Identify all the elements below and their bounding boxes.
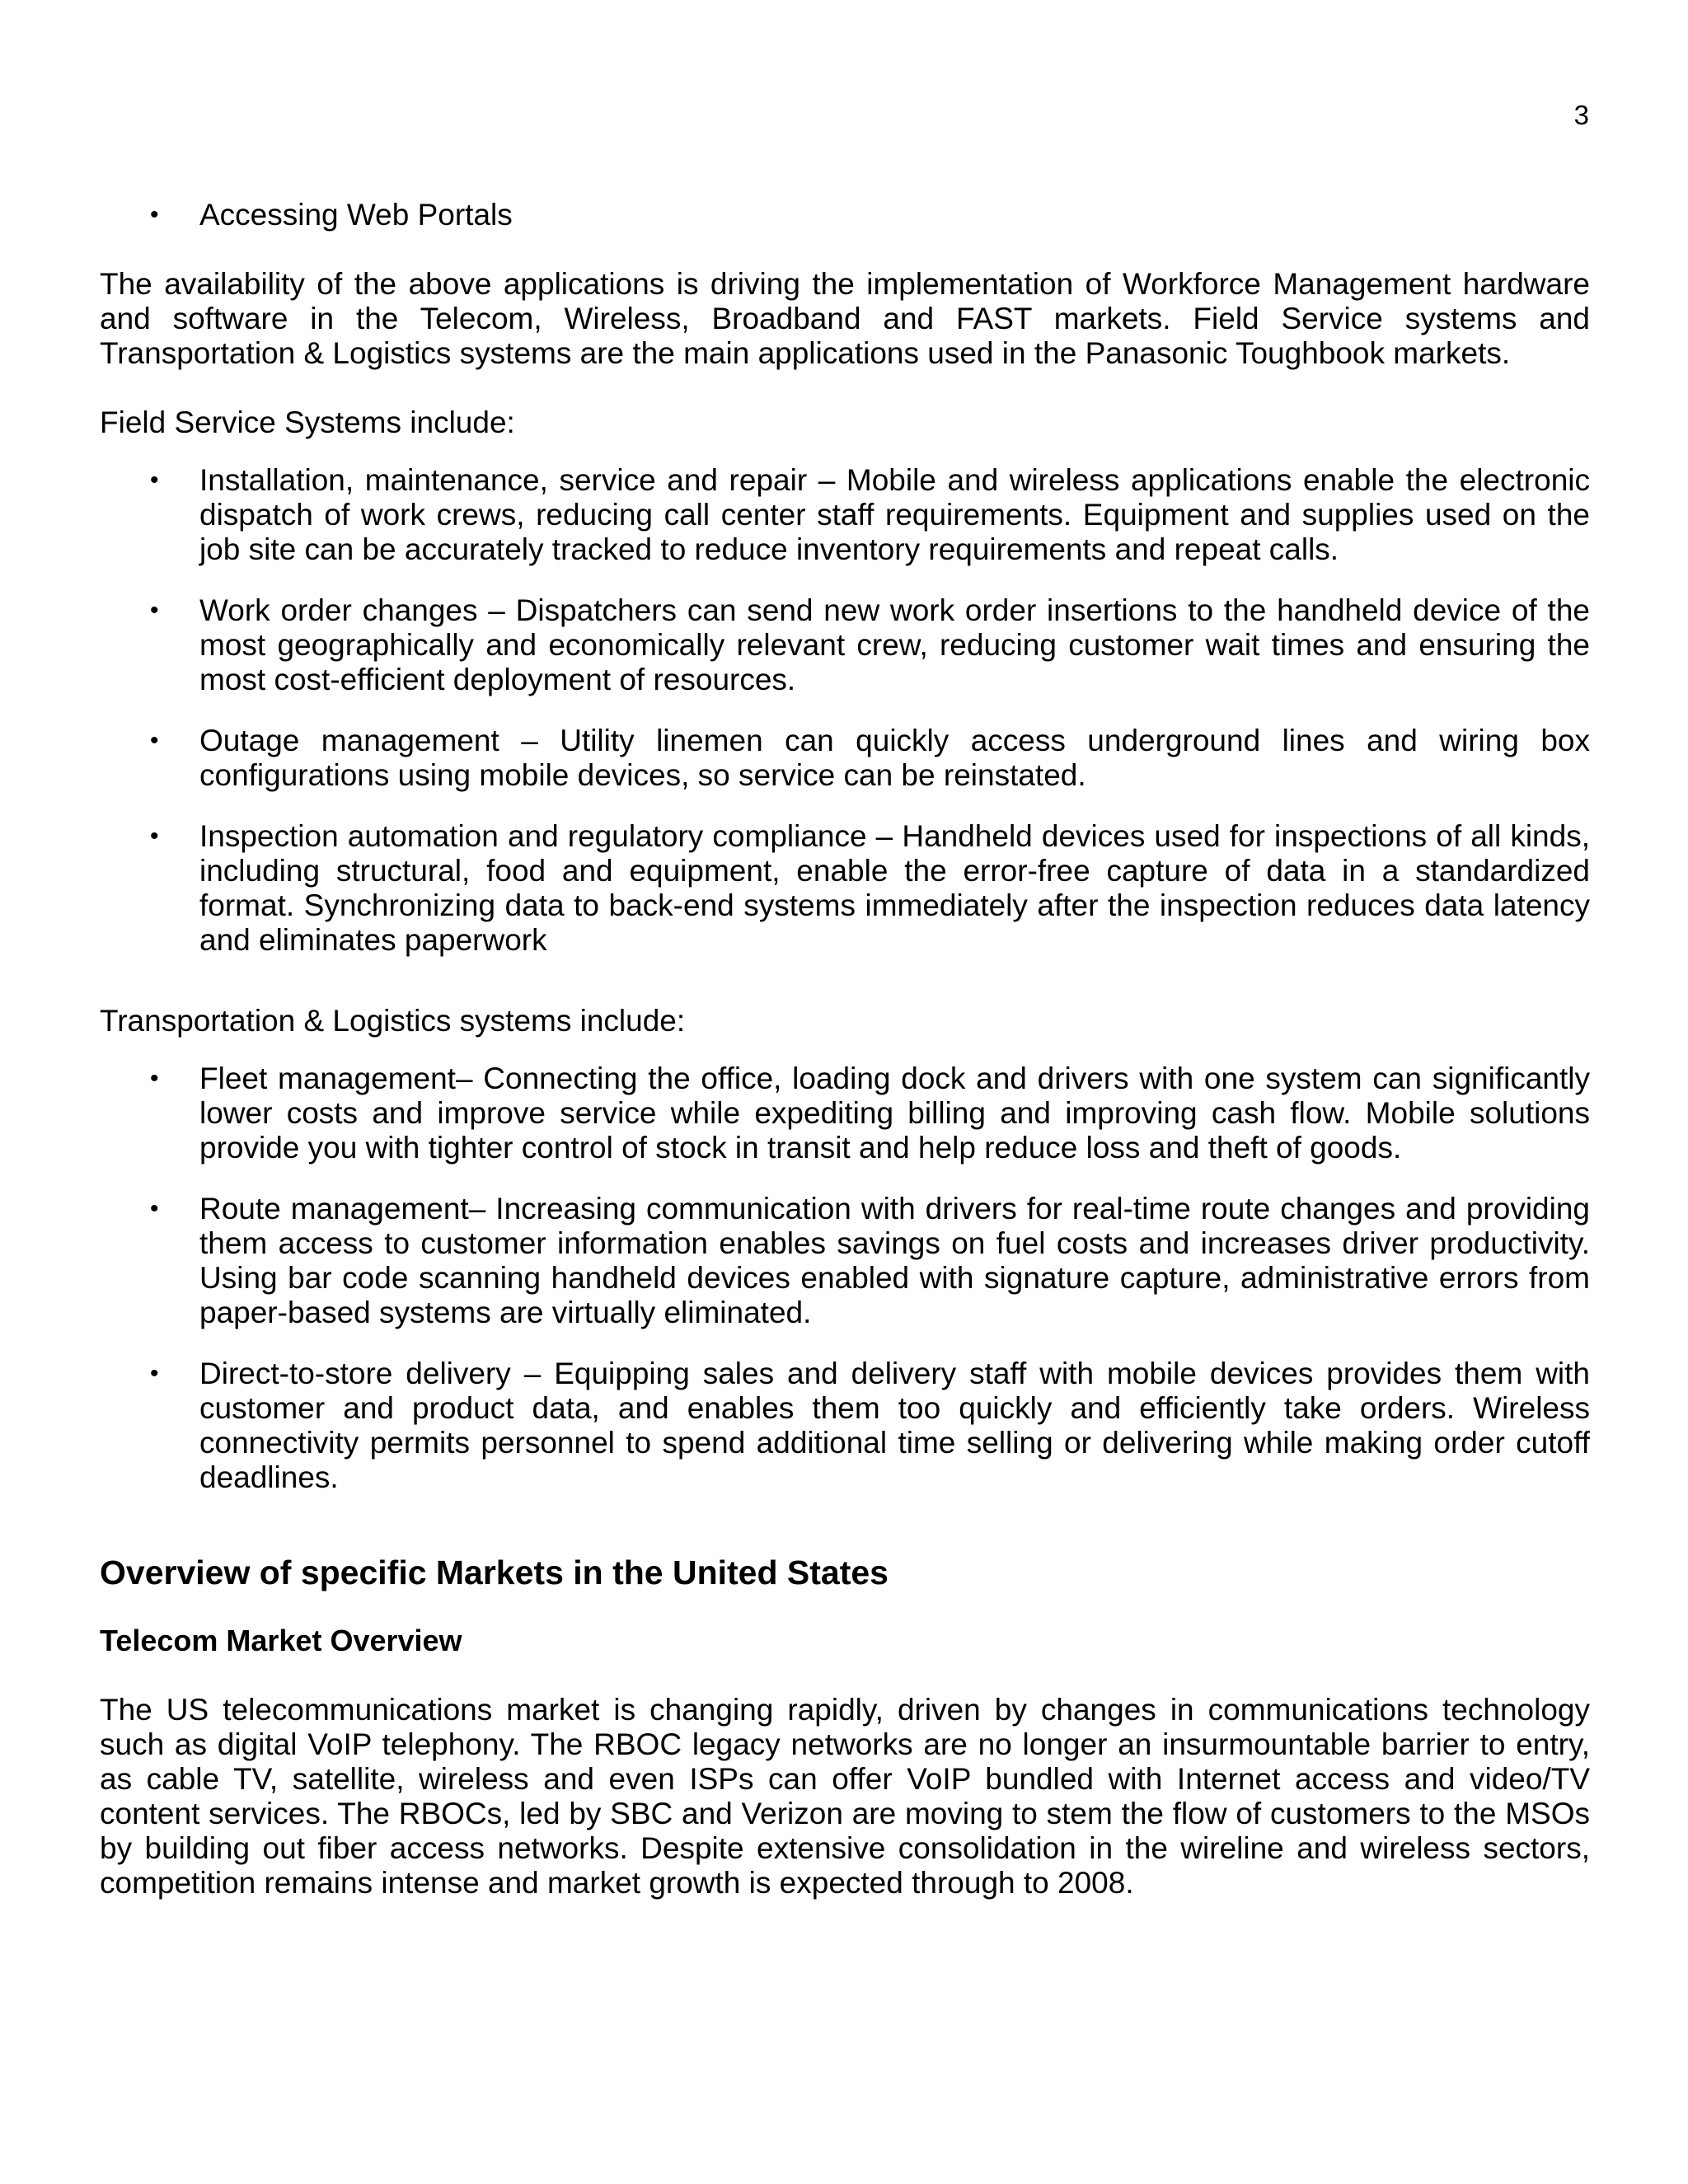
list-item: [100, 724, 1590, 793]
transport-list: [100, 1062, 1590, 1495]
list-item-text: Inspection automation and regulatory compliance – Handheld devices used for inspections of all kinds, including structural, food and equipment, enable the error-free capture of data in a standardized format. Synchronizing data to back-end systems immediately after the inspection reduces data latency and eliminates paperwork: [199, 819, 1590, 957]
list-item: [100, 1192, 1590, 1330]
list-item: [100, 1357, 1590, 1495]
list-item-text: Route management– Increasing communication with drivers for real-time route changes and providing them access to customer information enables savings on fuel costs and increases driver productivity. Using bar code scanning handheld devices enabled with signature capture, administrative errors from paper-based systems are virtually eliminated.: [199, 1192, 1590, 1329]
list-item: [100, 593, 1590, 697]
intro-paragraph: The availability of the above applications is driving the implementation of Workforce Management hardware and software in the Telecom, Wireless, Broadband and FAST markets. Field Service systems and Transportation & Logistics systems are the main applications used in the Panasonic Toughbook markets.: [100, 267, 1590, 370]
transport-heading: Transportation & Logistics systems include:: [100, 1004, 686, 1038]
section-heading: Overview of specific Markets in the United States: [100, 1554, 889, 1591]
list-item-text: Installation, maintenance, service and repair – Mobile and wireless applications enable the electronic dispatch of work crews, reducing call center staff requirements. Equipment and supplies used on the job site can be accurately tracked to reduce inventory requirements and repeat calls.: [199, 463, 1590, 566]
list-item-text: Accessing Web Portals: [199, 198, 513, 232]
list-item-text: Fleet management– Connecting the office, loading dock and drivers with one system can significantly lower costs and improve service while expediting billing and improving cash flow. Mobile solutions provide you with tighter control of stock in transit and help reduce loss and theft of goods.: [199, 1062, 1590, 1165]
list-item-text: Work order changes – Dispatchers can send new work order insertions to the handheld device of the most geographically and economically relevant crew, reducing customer wait times and ensuring the most cost-efficient deployment of resources.: [199, 593, 1590, 696]
top-bullet-list: [100, 198, 1590, 232]
telecom-overview-paragraph: The US telecommunications market is changing rapidly, driven by changes in communications technology such as digital VoIP telephony. The RBOC legacy networks are no longer an insurmountable barrier to entry, as cable TV, satellite, wireless and even ISPs can offer VoIP bundled with Internet access and video/TV content services. The RBOCs, led by SBC and Verizon are moving to stem the flow of customers to the MSOs by building out fiber access networks. Despite extensive consolidation in the wireline and wireless sectors, competition remains intense and market growth is expected through to 2008.: [100, 1693, 1590, 1900]
list-item: [100, 819, 1590, 958]
list-item-accessing-web-portals: [100, 198, 1590, 232]
bullet-icon: •: [150, 823, 159, 850]
bullet-icon: •: [150, 597, 159, 624]
list-item: [100, 1062, 1590, 1165]
bullet-icon: •: [150, 1065, 159, 1092]
subsection-heading: Telecom Market Overview: [100, 1624, 462, 1657]
bullet-icon: •: [150, 466, 159, 494]
bullet-icon: •: [150, 201, 159, 228]
field-service-list: [100, 463, 1590, 958]
bullet-icon: •: [150, 1360, 159, 1387]
list-item-text: Direct-to-store delivery – Equipping sales and delivery staff with mobile devices provides them with customer and product data, and enables them too quickly and efficiently take orders. Wireless connectivity permits personnel to spend additional time selling or delivering while making order cutoff deadlines.: [199, 1357, 1590, 1494]
bullet-icon: •: [150, 727, 159, 754]
bullet-icon: •: [150, 1195, 159, 1222]
page-content: [100, 198, 1590, 1900]
field-service-heading: Field Service Systems include:: [100, 405, 515, 439]
list-item-text: Outage management – Utility linemen can quickly access underground lines and wiring box configurations using mobile devices, so service can be reinstated.: [199, 724, 1590, 792]
page-number: 3: [1573, 100, 1589, 130]
list-item: [100, 463, 1590, 567]
